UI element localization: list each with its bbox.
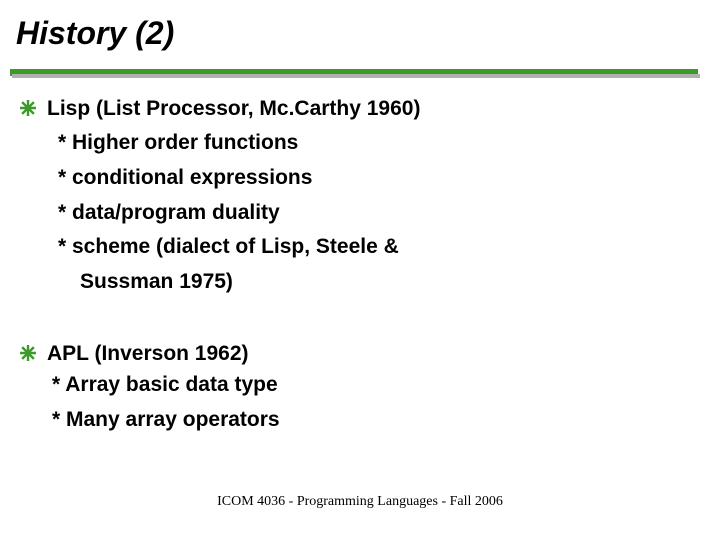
section-heading-lisp: Lisp (List Processor, Mc.Carthy 1960) <box>47 97 421 120</box>
section-heading-apl: APL (Inverson 1962) <box>47 342 249 365</box>
footer-text: ICOM 4036 - Programming Languages - Fall 2006 <box>217 494 503 509</box>
list-item: * Array basic data type <box>52 373 278 396</box>
slide-title: History (2) <box>16 15 175 51</box>
asterisk-bullet-icon <box>20 100 36 116</box>
list-item: * conditional expressions <box>58 166 313 189</box>
list-item: * data/program duality <box>58 201 280 224</box>
list-item: * Higher order functions <box>58 131 299 154</box>
list-item: * Many array operators <box>52 408 280 431</box>
list-item-continuation: Sussman 1975) <box>80 270 233 293</box>
list-item: * scheme (dialect of Lisp, Steele & <box>58 235 399 258</box>
asterisk-bullet-icon <box>20 345 36 361</box>
slide-footer <box>0 494 720 510</box>
title-underline-shadow <box>12 74 700 78</box>
